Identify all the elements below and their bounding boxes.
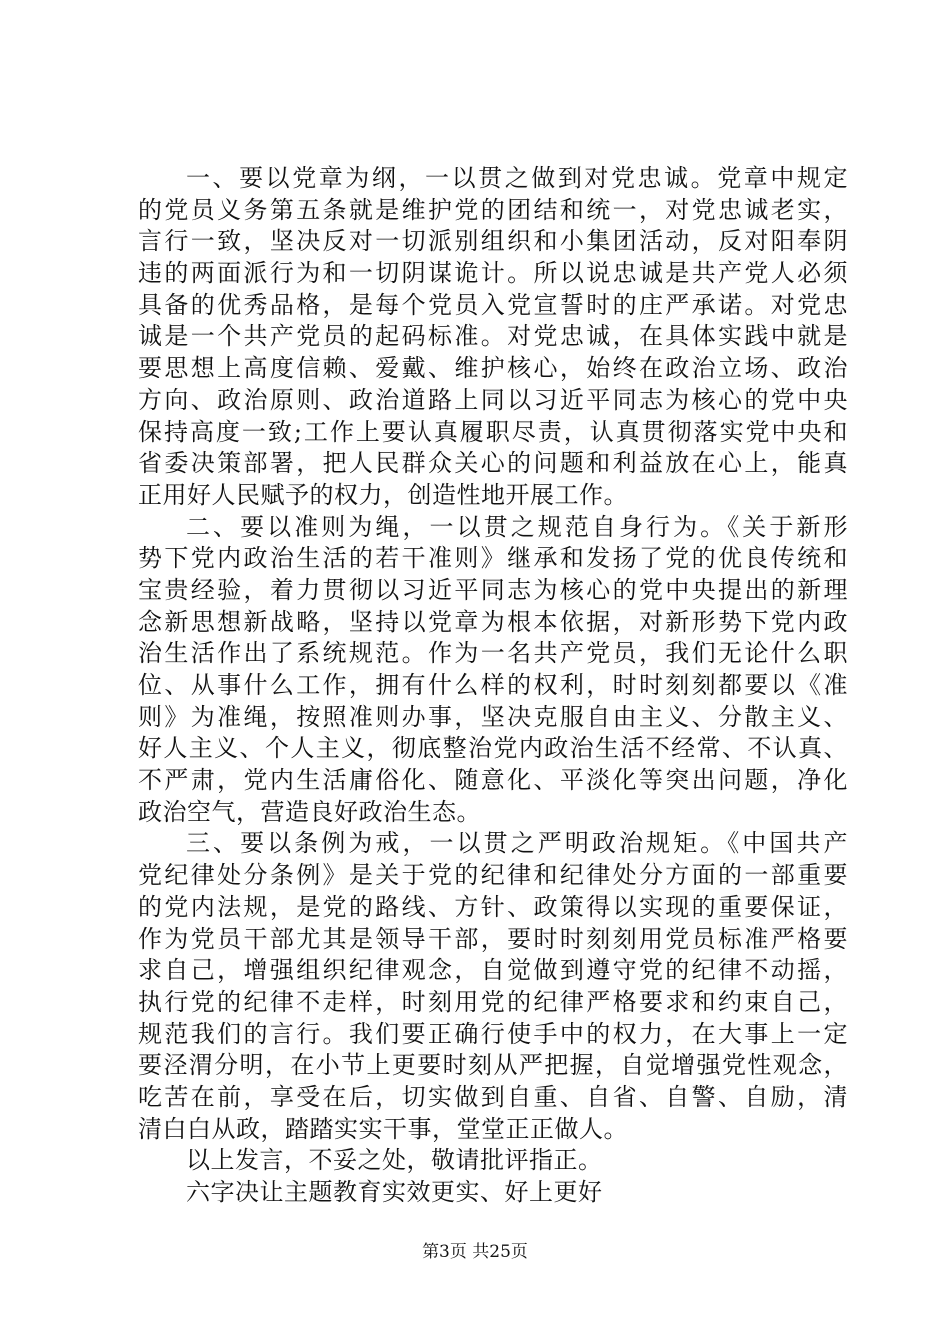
text-line: 要思想上高度信赖、爱戴、维护核心，始终在政治立场、政治 bbox=[138, 354, 848, 383]
text-line: 势下党内政治生活的若干准则》继承和发扬了党的优良传统和 bbox=[138, 544, 848, 573]
text-line: 违的两面派行为和一切阴谋诡计。所以说忠诚是共产党人必须 bbox=[138, 259, 848, 288]
text-line: 以上发言，不妥之处，敬请批评指正。 bbox=[186, 1146, 603, 1175]
text-line: 政治空气，营造良好政治生态。 bbox=[138, 797, 481, 826]
text-line: 正用好人民赋予的权力，创造性地开展工作。 bbox=[138, 480, 628, 509]
text-line: 保持高度一致;工作上要认真履职尽责，认真贯彻落实党中央和 bbox=[138, 417, 848, 446]
text-line: 方向、政治原则、政治道路上同以习近平同志为核心的党中央 bbox=[138, 385, 848, 414]
text-line: 不严肃，党内生活庸俗化、随意化、平淡化等突出问题，净化 bbox=[138, 766, 848, 795]
text-line: 治生活作出了系统规范。作为一名共产党员，我们无论什么职 bbox=[138, 639, 848, 668]
text-line: 规范我们的言行。我们要正确行使手中的权力，在大事上一定 bbox=[138, 1019, 848, 1048]
text-line: 清白白从政，踏踏实实干事，堂堂正正做人。 bbox=[138, 1114, 628, 1143]
text-line: 位、从事什么工作，拥有什么样的权利，时时刻刻都要以《准 bbox=[138, 671, 848, 699]
text-line: 党纪律处分条例》是关于党的纪律和纪律处分方面的一部重要 bbox=[138, 861, 848, 890]
text-line: 要泾渭分明，在小节上更要时刻从严把握，自觉增强党性观念， bbox=[138, 1051, 848, 1080]
text-line: 一、要以党章为纲，一以贯之做到对党忠诚。党章中规定 bbox=[186, 164, 848, 192]
text-line: 的党员义务第五条就是维护党的团结和统一，对党忠诚老实， bbox=[138, 195, 848, 224]
text-line: 执行党的纪律不走样，时刻用党的纪律严格要求和约束自己， bbox=[138, 987, 848, 1016]
text-line: 则》为准绳，按照准则办事，坚决克服自由主义、分散主义、 bbox=[138, 702, 848, 731]
text-line: 言行一致，坚决反对一切派别组织和小集团活动，反对阳奉阴 bbox=[138, 227, 848, 256]
text-line: 二、要以准则为绳，一以贯之规范自身行为。《关于新形 bbox=[186, 512, 848, 541]
text-line: 念新思想新战略，坚持以党章为根本依据，对新形势下党内政 bbox=[138, 607, 848, 636]
page-number-footer: 第3页 共25页 bbox=[422, 1242, 528, 1262]
text-line: 求自己，增强组织纪律观念，自觉做到遵守党的纪律不动摇， bbox=[138, 956, 848, 985]
text-line: 具备的优秀品格，是每个党员入党宣誓时的庄严承诺。对党忠 bbox=[138, 290, 848, 319]
text-line: 六字决让主题教育实效更实、好上更好 bbox=[186, 1178, 603, 1206]
text-line: 宝贵经验，着力贯彻以习近平同志为核心的党中央提出的新理 bbox=[138, 575, 848, 604]
text-line: 的党内法规，是党的路线、方针、政策得以实现的重要保证， bbox=[138, 892, 848, 921]
text-line: 作为党员干部尤其是领导干部，要时时刻刻用党员标准严格要 bbox=[138, 924, 848, 953]
text-line: 吃苦在前，享受在后，切实做到自重、自省、自警、自励，清 bbox=[138, 1082, 848, 1111]
text-line: 三、要以条例为戒，一以贯之严明政治规矩。《中国共产 bbox=[186, 829, 848, 858]
text-line: 好人主义、个人主义，彻底整治党内政治生活不经常、不认真、 bbox=[138, 734, 848, 763]
text-line: 诚是一个共产党员的起码标准。对党忠诚，在具体实践中就是 bbox=[138, 322, 848, 351]
document-body bbox=[138, 163, 848, 1209]
text-line: 省委决策部署，把人民群众关心的问题和利益放在心上，能真 bbox=[138, 449, 848, 478]
